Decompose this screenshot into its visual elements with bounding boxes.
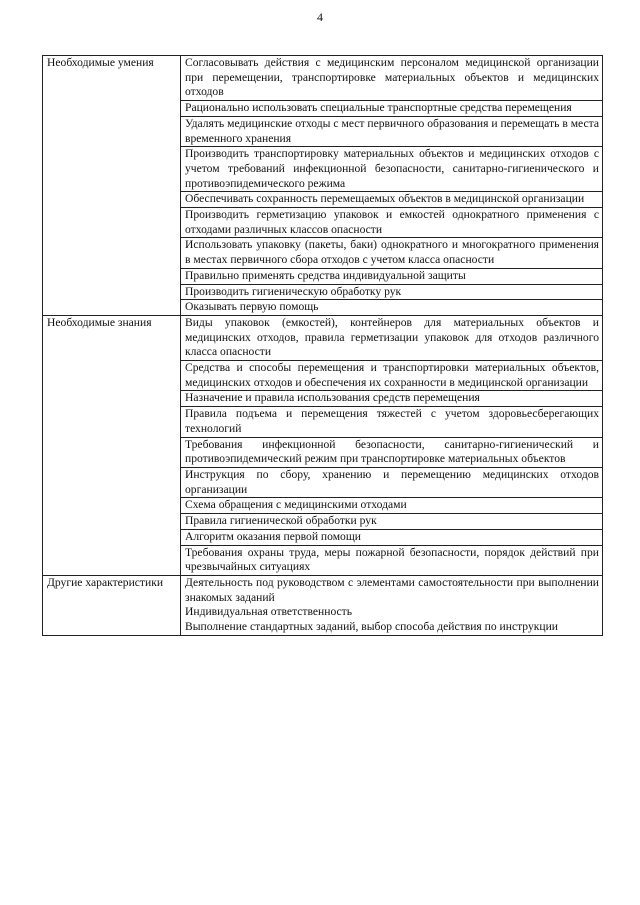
other-category: Другие характеристики xyxy=(43,575,181,635)
section-category: Необходимые знания xyxy=(43,315,181,575)
section-item: Виды упаковок (емкостей), контейнеров для материальных объектов и медицинских отходов, правила герметизации упаковок для отходов различного класса опасности xyxy=(181,315,603,360)
section-item: Средства и способы перемещения и транспортировки материальных объектов, медицинских отходов и обеспечения их сохранности в медицинской организации xyxy=(181,361,603,391)
section-item: Схема обращения с медицинскими отходами xyxy=(181,498,603,514)
other-line: Выполнение стандартных заданий, выбор способа действия по инструкции xyxy=(185,620,558,634)
section-item: Использовать упаковку (пакеты, баки) однократного и многократного применения в местах первичного сбора отходов с учетом класса опасности xyxy=(181,238,603,268)
section-item: Производить транспортировку материальных объектов и медицинских отходов с учетом требований инфекционной безопасности, санитарно-гигиенического и противоэпидемического режима xyxy=(181,147,603,192)
other-lines xyxy=(181,575,603,635)
page-number: 4 xyxy=(317,10,323,24)
table-row xyxy=(43,56,603,101)
other-line: Деятельность под руководством с элементами самостоятельности при выполнении знакомых заданий xyxy=(185,575,599,604)
table-row xyxy=(43,575,603,635)
section-item: Удалять медицинские отходы с мест первичного образования и перемещать в места временного хранения xyxy=(181,116,603,146)
table-body xyxy=(43,56,603,636)
section-item: Обеспечивать сохранность перемещаемых объектов в медицинской организации xyxy=(181,192,603,208)
other-line: Индивидуальная ответственность xyxy=(185,605,353,619)
section-item: Правила гигиенической обработки рук xyxy=(181,514,603,530)
section-item: Рационально использовать специальные транспортные средства перемещения xyxy=(181,101,603,117)
section-item: Требования инфекционной безопасности, санитарно-гигиенический и противоэпидемический режим при транспортировке материальных объектов xyxy=(181,437,603,467)
section-item: Согласовывать действия с медицинским персоналом медицинской организации при перемещении, транспортировке материальных объектов и медицинских отходов xyxy=(181,56,603,101)
section-item: Требования охраны труда, меры пожарной безопасности, порядок действий при чрезвычайных ситуациях xyxy=(181,545,603,575)
table-row xyxy=(43,315,603,360)
section-item: Инструкция по сбору, хранению и перемещению медицинских отходов организации xyxy=(181,467,603,497)
section-item: Назначение и правила использования средств перемещения xyxy=(181,391,603,407)
section-item: Производить герметизацию упаковок и емкостей однократного применения с отходами различных классов опасности xyxy=(181,208,603,238)
section-item: Производить гигиеническую обработку рук xyxy=(181,284,603,300)
characteristics-table xyxy=(42,55,603,636)
section-item: Правильно применять средства индивидуальной защиты xyxy=(181,268,603,284)
section-item: Алгоритм оказания первой помощи xyxy=(181,529,603,545)
section-category: Необходимые умения xyxy=(43,56,181,316)
section-item: Оказывать первую помощь xyxy=(181,300,603,316)
section-item: Правила подъема и перемещения тяжестей с учетом здоровьесберегающих технологий xyxy=(181,407,603,437)
